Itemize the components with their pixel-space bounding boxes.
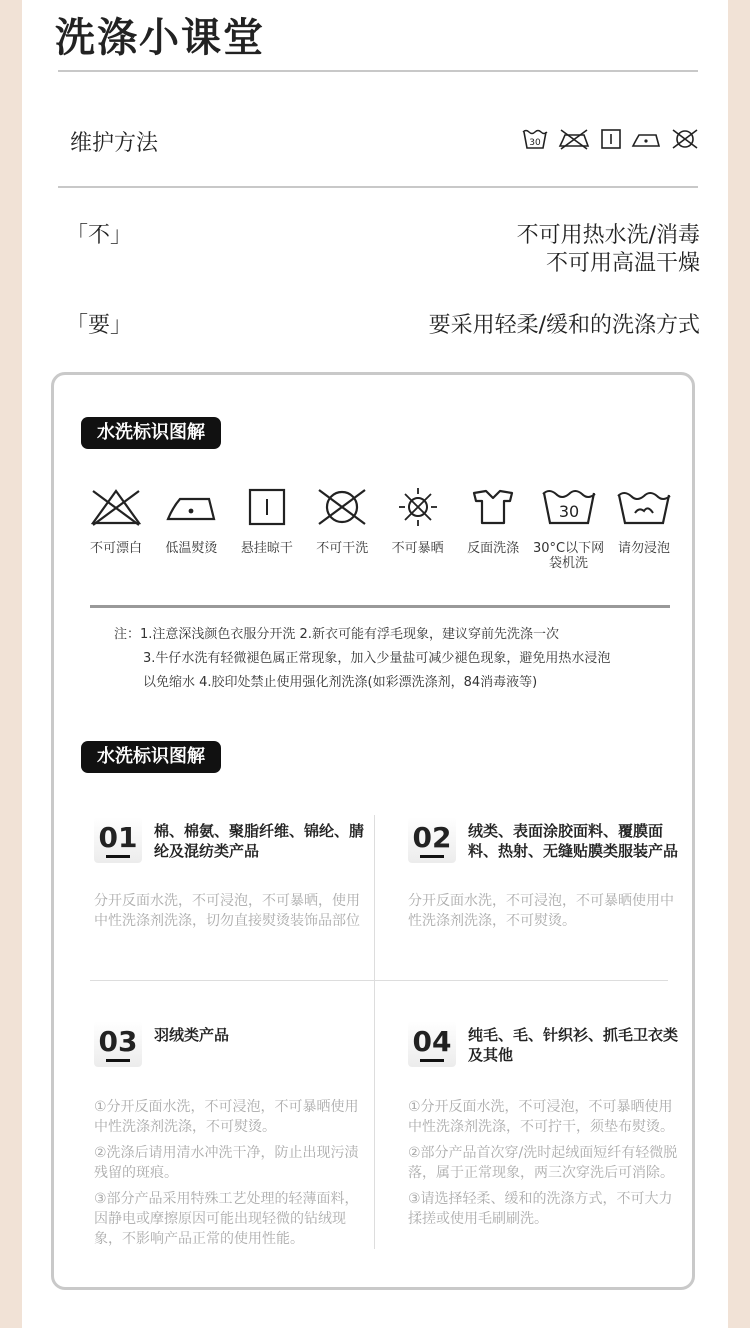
symbol-label: 不可漂白 (89, 541, 142, 556)
cell-number: 03 (94, 1021, 142, 1067)
cell-body (94, 1097, 369, 1255)
cell-title: 羽绒类产品 (154, 1026, 230, 1044)
cell-number: 04 (408, 1021, 456, 1067)
wash-temp-text: 30 (529, 138, 541, 148)
care-icon-row (522, 128, 700, 150)
cell-body (408, 891, 683, 937)
wash-30-icon (540, 487, 598, 527)
dont-label: 「不」 (66, 223, 133, 248)
wash-temp-text: 30 (558, 502, 579, 521)
symbol-label: 不可干洗 (316, 541, 369, 556)
cell-paragraph: ③部分产品采用特殊工艺处理的轻薄面料，因静电或摩擦原因可能出现轻微的钻绒现象，不影响产品正常的使用性能。 (94, 1191, 359, 1247)
no-soak-icon (615, 487, 673, 527)
symbol-wash-30 (533, 487, 605, 571)
dont-text (517, 222, 700, 278)
page-title: 洗涤小课堂 (55, 15, 265, 61)
cell-paragraph: ①分开反面水洗，不可浸泡，不可暴晒使用中性洗涤剂洗涤，不可熨烫。 (94, 1099, 359, 1135)
title-divider (58, 70, 698, 72)
low-iron-icon (631, 128, 661, 150)
symbol-inside-out (457, 487, 529, 571)
cell-paragraph: ②洗涤后请用清水冲洗干净，防止出现污渍残留的斑痕。 (94, 1145, 359, 1181)
low-iron-icon (164, 487, 218, 527)
cell-paragraph: 分开反面水洗，不可浸泡，不可暴晒，使用中性洗涤剂洗涤，切勿直接熨烫装饰品部位 (94, 893, 360, 929)
symbol-hang-dry (231, 487, 303, 571)
cell-paragraph: ②部分产品首次穿/洗时起绒面短纤有轻微脱落，属于正常现象，两三次穿洗后可消除。 (408, 1145, 678, 1181)
note-line: 注：1.注意深浅颜色衣服分开洗 2.新衣可能有浮毛现象，建议穿前先洗涤一次 (114, 627, 559, 642)
cell-paragraph: 分开反面水洗，不可浸泡，不可暴晒使用中性洗涤剂洗涤，不可熨烫。 (408, 893, 674, 929)
cell-body (408, 1097, 683, 1235)
note-line: 3.牛仔水洗有轻微褪色属正常现象，加入少量盐可减少褪色现象，避免用热水浸泡 (143, 651, 611, 666)
right-decor-strip (728, 0, 750, 1328)
cell-paragraph: ①分开反面水洗，不可浸泡，不可暴晒使用中性洗涤剂洗涤，不可拧干，须垫布熨烫。 (408, 1099, 674, 1135)
symbol-no-dryclean (306, 487, 378, 571)
grid-hline (90, 980, 668, 981)
no-sun-icon (391, 487, 445, 527)
no-dryclean-icon (315, 487, 369, 527)
dont-line-1: 不可用热水洗/消毒 (516, 223, 700, 248)
symbols-heading: 水洗标识图解 (81, 417, 221, 449)
symbol-no-bleach (80, 487, 152, 571)
page-sheet (22, 0, 728, 1328)
inside-out-icon (466, 487, 520, 527)
note-line: 以免缩水 4.胶印处禁止使用强化剂洗涤(如彩漂洗涤剂，84消毒液等) (143, 675, 538, 690)
symbols-divider (90, 605, 670, 608)
hang-dry-icon (240, 487, 294, 527)
hang-dry-icon (600, 128, 622, 150)
cell-number: 01 (94, 817, 142, 863)
cell-title: 棉、棉氨、聚脂纤维、锦纶、腈纶及混纺类产品 (154, 822, 365, 860)
left-decor-strip (0, 0, 22, 1328)
no-iron-icon (557, 128, 591, 150)
no-bleach-icon (89, 487, 143, 527)
symbol-no-soak (608, 487, 680, 571)
cell-paragraph: ③请选择轻柔、缓和的洗涤方式，不可大力揉搓或使用毛刷刷洗。 (408, 1191, 673, 1227)
care-notes (114, 623, 674, 695)
symbol-low-iron (155, 487, 227, 571)
care-method-label: 维护方法 (70, 131, 159, 156)
do-text: 要采用轻柔/缓和的洗涤方式 (428, 313, 700, 338)
no-dryclean-icon (670, 128, 700, 150)
cell-title: 纯毛、毛、针织衫、抓毛卫衣类及其他 (468, 1026, 679, 1064)
care-divider (58, 186, 698, 188)
symbol-label: 不可暴晒 (391, 541, 444, 556)
wash-symbol-row (80, 487, 680, 571)
symbol-label: 低温熨烫 (165, 541, 218, 556)
cell-number: 02 (408, 817, 456, 863)
symbol-label: 请勿浸泡 (617, 541, 670, 556)
materials-heading: 水洗标识图解 (81, 741, 221, 773)
dont-line-2: 不可用高温干燥 (545, 251, 700, 276)
cell-body (94, 891, 369, 937)
do-label: 「要」 (66, 313, 133, 338)
grid-vline-bottom (374, 981, 375, 1249)
grid-vline-top (374, 815, 375, 981)
symbol-no-sun (382, 487, 454, 571)
symbol-label: 反面洗涤 (467, 541, 520, 556)
symbol-label: 悬挂晾干 (240, 541, 293, 556)
symbol-label: 30°C以下网袋机洗 (532, 541, 605, 571)
care-guide-card (51, 372, 695, 1290)
cell-title: 绒类、表面涂胶面料、覆膜面料、热射、无缝贴膜类服装产品 (468, 822, 679, 860)
wash-30-icon (522, 128, 548, 150)
